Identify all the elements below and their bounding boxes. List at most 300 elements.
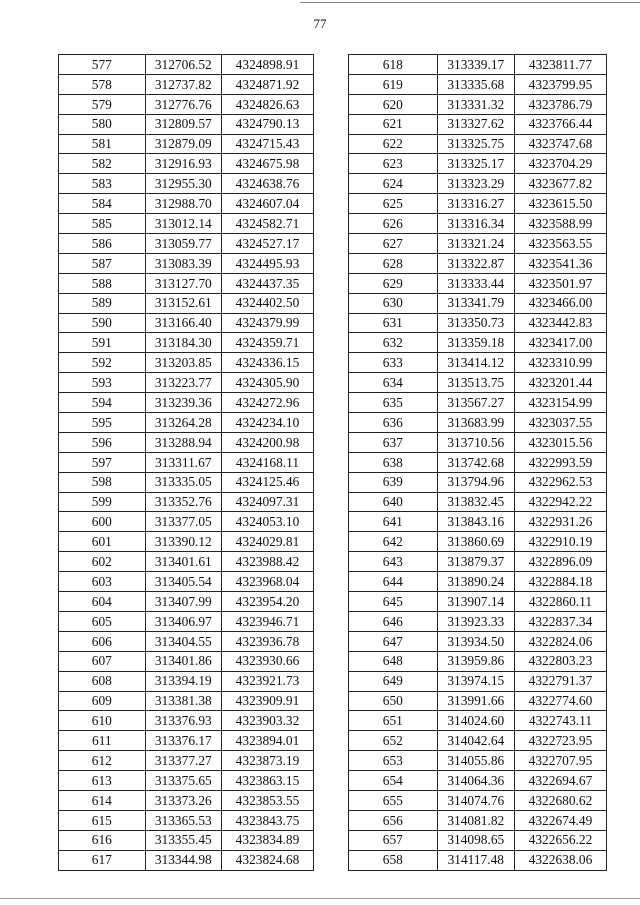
table-row [349, 651, 607, 671]
table-row [349, 611, 607, 631]
point-number-cell: 584 [59, 194, 146, 214]
y-coordinate-cell: 4323466.00 [514, 293, 606, 313]
x-coordinate-cell: 313239.36 [145, 393, 221, 413]
y-coordinate-cell: 4324359.71 [221, 333, 313, 353]
x-coordinate-cell: 313879.37 [437, 552, 514, 572]
y-coordinate-cell: 4323541.36 [514, 253, 606, 273]
x-coordinate-cell: 313325.17 [437, 154, 514, 174]
x-coordinate-cell: 312737.82 [145, 74, 221, 94]
table-row [349, 214, 607, 234]
y-coordinate-cell: 4323786.79 [514, 94, 606, 114]
point-number-cell: 644 [349, 572, 438, 592]
y-coordinate-cell: 4324125.46 [221, 472, 313, 492]
x-coordinate-cell: 313832.45 [437, 492, 514, 512]
point-number-cell: 611 [59, 731, 146, 751]
table-row [59, 492, 314, 512]
y-coordinate-cell: 4323873.19 [221, 751, 313, 771]
point-number-cell: 580 [59, 114, 146, 134]
table-row [59, 253, 314, 273]
table-row [59, 751, 314, 771]
y-coordinate-cell: 4324826.63 [221, 94, 313, 114]
y-coordinate-cell: 4322931.26 [514, 512, 606, 532]
y-coordinate-cell: 4323310.99 [514, 353, 606, 373]
point-number-cell: 593 [59, 373, 146, 393]
table-row [349, 492, 607, 512]
y-coordinate-cell: 4324527.17 [221, 234, 313, 254]
table-row [59, 611, 314, 631]
table-row [349, 592, 607, 612]
y-coordinate-cell: 4323834.89 [221, 830, 313, 850]
table-row [349, 253, 607, 273]
x-coordinate-cell: 313742.68 [437, 452, 514, 472]
point-number-cell: 600 [59, 512, 146, 532]
x-coordinate-cell: 313323.29 [437, 174, 514, 194]
point-number-cell: 641 [349, 512, 438, 532]
point-number-cell: 607 [59, 651, 146, 671]
table-row [349, 631, 607, 651]
table-row [59, 532, 314, 552]
y-coordinate-cell: 4324272.96 [221, 393, 313, 413]
x-coordinate-cell: 313083.39 [145, 253, 221, 273]
point-number-cell: 658 [349, 850, 438, 870]
point-number-cell: 633 [349, 353, 438, 373]
point-number-cell: 624 [349, 174, 438, 194]
point-number-cell: 590 [59, 313, 146, 333]
y-coordinate-cell: 4322723.95 [514, 731, 606, 751]
x-coordinate-cell: 312916.93 [145, 154, 221, 174]
x-coordinate-cell: 314055.86 [437, 751, 514, 771]
x-coordinate-cell: 313513.75 [437, 373, 514, 393]
x-coordinate-cell: 313335.68 [437, 74, 514, 94]
x-coordinate-cell: 313316.27 [437, 194, 514, 214]
x-coordinate-cell: 313934.50 [437, 631, 514, 651]
y-coordinate-cell: 4322942.22 [514, 492, 606, 512]
y-coordinate-cell: 4323946.71 [221, 611, 313, 631]
x-coordinate-cell: 313012.14 [145, 214, 221, 234]
point-number-cell: 594 [59, 393, 146, 413]
point-number-cell: 615 [59, 810, 146, 830]
y-coordinate-cell: 4323930.66 [221, 651, 313, 671]
y-coordinate-cell: 4324582.71 [221, 214, 313, 234]
y-coordinate-cell: 4324495.93 [221, 253, 313, 273]
y-coordinate-cell: 4322694.67 [514, 771, 606, 791]
table-row [349, 790, 607, 810]
x-coordinate-cell: 313390.12 [145, 532, 221, 552]
point-number-cell: 616 [59, 830, 146, 850]
point-number-cell: 627 [349, 234, 438, 254]
x-coordinate-cell: 313365.53 [145, 810, 221, 830]
table-row [349, 353, 607, 373]
table-row [59, 353, 314, 373]
table-row [59, 512, 314, 532]
x-coordinate-cell: 313381.38 [145, 691, 221, 711]
table-row [59, 333, 314, 353]
x-coordinate-cell: 313316.34 [437, 214, 514, 234]
point-number-cell: 634 [349, 373, 438, 393]
x-coordinate-cell: 313223.77 [145, 373, 221, 393]
y-coordinate-cell: 4322774.60 [514, 691, 606, 711]
point-number-cell: 630 [349, 293, 438, 313]
y-coordinate-cell: 4324638.76 [221, 174, 313, 194]
x-coordinate-cell: 313394.19 [145, 671, 221, 691]
y-coordinate-cell: 4322884.18 [514, 572, 606, 592]
x-coordinate-cell: 313166.40 [145, 313, 221, 333]
y-coordinate-cell: 4323588.99 [514, 214, 606, 234]
point-number-cell: 632 [349, 333, 438, 353]
point-number-cell: 599 [59, 492, 146, 512]
point-number-cell: 628 [349, 253, 438, 273]
table-row [59, 154, 314, 174]
y-coordinate-cell: 4322638.06 [514, 850, 606, 870]
x-coordinate-cell: 313890.24 [437, 572, 514, 592]
y-coordinate-cell: 4324029.81 [221, 532, 313, 552]
table-row [59, 234, 314, 254]
x-coordinate-cell: 313376.93 [145, 711, 221, 731]
y-coordinate-cell: 4322962.53 [514, 472, 606, 492]
point-number-cell: 653 [349, 751, 438, 771]
point-number-cell: 640 [349, 492, 438, 512]
y-coordinate-cell: 4324715.43 [221, 134, 313, 154]
y-coordinate-cell: 4323417.00 [514, 333, 606, 353]
point-number-cell: 623 [349, 154, 438, 174]
y-coordinate-cell: 4323894.01 [221, 731, 313, 751]
table-row [349, 810, 607, 830]
x-coordinate-cell: 312809.57 [145, 114, 221, 134]
y-coordinate-cell: 4323154.99 [514, 393, 606, 413]
point-number-cell: 609 [59, 691, 146, 711]
x-coordinate-cell: 314042.64 [437, 731, 514, 751]
table-row [349, 194, 607, 214]
table-row [59, 313, 314, 333]
table-row [349, 532, 607, 552]
y-coordinate-cell: 4323501.97 [514, 273, 606, 293]
table-row [349, 671, 607, 691]
x-coordinate-cell: 313377.27 [145, 751, 221, 771]
y-coordinate-cell: 4323615.50 [514, 194, 606, 214]
y-coordinate-cell: 4323037.55 [514, 413, 606, 433]
x-coordinate-cell: 314117.48 [437, 850, 514, 870]
table-row [349, 134, 607, 154]
point-number-cell: 601 [59, 532, 146, 552]
table-row [59, 731, 314, 751]
point-number-cell: 621 [349, 114, 438, 134]
table-row [59, 194, 314, 214]
table-row [349, 751, 607, 771]
table-row [349, 552, 607, 572]
table-row [59, 552, 314, 572]
table-row [349, 850, 607, 870]
y-coordinate-cell: 4322993.59 [514, 452, 606, 472]
x-coordinate-cell: 313288.94 [145, 432, 221, 452]
y-coordinate-cell: 4322680.62 [514, 790, 606, 810]
table-row [349, 830, 607, 850]
y-coordinate-cell: 4324234.10 [221, 413, 313, 433]
table-row [59, 671, 314, 691]
point-number-cell: 591 [59, 333, 146, 353]
table-row [59, 273, 314, 293]
x-coordinate-cell: 314064.36 [437, 771, 514, 791]
header-rule [300, 2, 640, 3]
y-coordinate-cell: 4322656.22 [514, 830, 606, 850]
x-coordinate-cell: 313567.27 [437, 393, 514, 413]
y-coordinate-cell: 4322896.09 [514, 552, 606, 572]
point-number-cell: 603 [59, 572, 146, 592]
point-number-cell: 583 [59, 174, 146, 194]
x-coordinate-cell: 312776.76 [145, 94, 221, 114]
x-coordinate-cell: 313264.28 [145, 413, 221, 433]
y-coordinate-cell: 4323968.04 [221, 572, 313, 592]
y-coordinate-cell: 4323442.83 [514, 313, 606, 333]
x-coordinate-cell: 313907.14 [437, 592, 514, 612]
y-coordinate-cell: 4323677.82 [514, 174, 606, 194]
table-row [59, 472, 314, 492]
point-number-cell: 597 [59, 452, 146, 472]
coordinates-table-left [58, 54, 314, 871]
x-coordinate-cell: 313404.55 [145, 631, 221, 651]
table-row [349, 74, 607, 94]
table-row [59, 790, 314, 810]
y-coordinate-cell: 4322803.23 [514, 651, 606, 671]
x-coordinate-cell: 313339.17 [437, 55, 514, 75]
table-row [349, 333, 607, 353]
x-coordinate-cell: 313359.18 [437, 333, 514, 353]
table-row [349, 94, 607, 114]
point-number-cell: 613 [59, 771, 146, 791]
table-row [349, 114, 607, 134]
table-row [59, 74, 314, 94]
page-number: 77 [313, 16, 327, 31]
y-coordinate-cell: 4323843.75 [221, 810, 313, 830]
x-coordinate-cell: 313322.87 [437, 253, 514, 273]
x-coordinate-cell: 313401.86 [145, 651, 221, 671]
x-coordinate-cell: 313335.05 [145, 472, 221, 492]
point-number-cell: 657 [349, 830, 438, 850]
table-row [349, 393, 607, 413]
y-coordinate-cell: 4324305.90 [221, 373, 313, 393]
x-coordinate-cell: 313406.97 [145, 611, 221, 631]
point-number-cell: 647 [349, 631, 438, 651]
x-coordinate-cell: 313352.76 [145, 492, 221, 512]
y-coordinate-cell: 4323936.78 [221, 631, 313, 651]
x-coordinate-cell: 313350.73 [437, 313, 514, 333]
table-row [349, 432, 607, 452]
x-coordinate-cell: 313341.79 [437, 293, 514, 313]
y-coordinate-cell: 4324053.10 [221, 512, 313, 532]
point-number-cell: 602 [59, 552, 146, 572]
point-number-cell: 605 [59, 611, 146, 631]
table-row [59, 214, 314, 234]
y-coordinate-cell: 4322707.95 [514, 751, 606, 771]
y-coordinate-cell: 4323201.44 [514, 373, 606, 393]
table-row [349, 452, 607, 472]
x-coordinate-cell: 313127.70 [145, 273, 221, 293]
y-coordinate-cell: 4324898.91 [221, 55, 313, 75]
point-number-cell: 643 [349, 552, 438, 572]
y-coordinate-cell: 4323824.68 [221, 850, 313, 870]
coordinates-table-right [348, 54, 607, 871]
x-coordinate-cell: 314081.82 [437, 810, 514, 830]
table-row [59, 393, 314, 413]
table-row [349, 273, 607, 293]
point-number-cell: 596 [59, 432, 146, 452]
point-number-cell: 592 [59, 353, 146, 373]
point-number-cell: 577 [59, 55, 146, 75]
table-row [59, 373, 314, 393]
x-coordinate-cell: 313860.69 [437, 532, 514, 552]
table-row [59, 413, 314, 433]
point-number-cell: 618 [349, 55, 438, 75]
y-coordinate-cell: 4324336.15 [221, 353, 313, 373]
y-coordinate-cell: 4323811.77 [514, 55, 606, 75]
point-number-cell: 635 [349, 393, 438, 413]
point-number-cell: 617 [59, 850, 146, 870]
table-row [349, 572, 607, 592]
point-number-cell: 639 [349, 472, 438, 492]
point-number-cell: 648 [349, 651, 438, 671]
point-number-cell: 619 [349, 74, 438, 94]
y-coordinate-cell: 4322824.06 [514, 631, 606, 651]
point-number-cell: 608 [59, 671, 146, 691]
table-row [59, 432, 314, 452]
point-number-cell: 651 [349, 711, 438, 731]
point-number-cell: 649 [349, 671, 438, 691]
point-number-cell: 645 [349, 592, 438, 612]
x-coordinate-cell: 313405.54 [145, 572, 221, 592]
y-coordinate-cell: 4323766.44 [514, 114, 606, 134]
point-number-cell: 582 [59, 154, 146, 174]
y-coordinate-cell: 4322743.11 [514, 711, 606, 731]
x-coordinate-cell: 313327.62 [437, 114, 514, 134]
x-coordinate-cell: 314098.65 [437, 830, 514, 850]
x-coordinate-cell: 313794.96 [437, 472, 514, 492]
point-number-cell: 625 [349, 194, 438, 214]
point-number-cell: 622 [349, 134, 438, 154]
x-coordinate-cell: 313321.24 [437, 234, 514, 254]
point-number-cell: 650 [349, 691, 438, 711]
y-coordinate-cell: 4324675.98 [221, 154, 313, 174]
y-coordinate-cell: 4323853.55 [221, 790, 313, 810]
x-coordinate-cell: 313710.56 [437, 432, 514, 452]
table-row [349, 413, 607, 433]
x-coordinate-cell: 312706.52 [145, 55, 221, 75]
x-coordinate-cell: 313355.45 [145, 830, 221, 850]
point-number-cell: 642 [349, 532, 438, 552]
point-number-cell: 579 [59, 94, 146, 114]
y-coordinate-cell: 4323909.91 [221, 691, 313, 711]
y-coordinate-cell: 4323903.32 [221, 711, 313, 731]
x-coordinate-cell: 313331.32 [437, 94, 514, 114]
y-coordinate-cell: 4324871.92 [221, 74, 313, 94]
x-coordinate-cell: 313683.99 [437, 413, 514, 433]
y-coordinate-cell: 4323863.15 [221, 771, 313, 791]
y-coordinate-cell: 4323799.95 [514, 74, 606, 94]
point-number-cell: 588 [59, 273, 146, 293]
x-coordinate-cell: 313373.26 [145, 790, 221, 810]
point-number-cell: 612 [59, 751, 146, 771]
point-number-cell: 606 [59, 631, 146, 651]
x-coordinate-cell: 313401.61 [145, 552, 221, 572]
y-coordinate-cell: 4323921.73 [221, 671, 313, 691]
x-coordinate-cell: 312988.70 [145, 194, 221, 214]
x-coordinate-cell: 314024.60 [437, 711, 514, 731]
x-coordinate-cell: 313923.33 [437, 611, 514, 631]
y-coordinate-cell: 4323747.68 [514, 134, 606, 154]
point-number-cell: 626 [349, 214, 438, 234]
y-coordinate-cell: 4324402.50 [221, 293, 313, 313]
x-coordinate-cell: 313375.65 [145, 771, 221, 791]
table-row [59, 810, 314, 830]
y-coordinate-cell: 4322910.19 [514, 532, 606, 552]
table-row [59, 592, 314, 612]
table-row [59, 711, 314, 731]
point-number-cell: 586 [59, 234, 146, 254]
point-number-cell: 636 [349, 413, 438, 433]
y-coordinate-cell: 4324168.11 [221, 452, 313, 472]
table-row [349, 691, 607, 711]
y-coordinate-cell: 4324437.35 [221, 273, 313, 293]
point-number-cell: 585 [59, 214, 146, 234]
point-number-cell: 610 [59, 711, 146, 731]
y-coordinate-cell: 4323988.42 [221, 552, 313, 572]
y-coordinate-cell: 4324097.31 [221, 492, 313, 512]
x-coordinate-cell: 313959.86 [437, 651, 514, 671]
footer-rule [0, 898, 640, 899]
x-coordinate-cell: 313376.17 [145, 731, 221, 751]
table-row [59, 114, 314, 134]
table-row [349, 313, 607, 333]
table-row [349, 373, 607, 393]
table-row [59, 134, 314, 154]
y-coordinate-cell: 4323563.55 [514, 234, 606, 254]
x-coordinate-cell: 313311.67 [145, 452, 221, 472]
table-row [59, 572, 314, 592]
point-number-cell: 655 [349, 790, 438, 810]
x-coordinate-cell: 313974.15 [437, 671, 514, 691]
point-number-cell: 631 [349, 313, 438, 333]
y-coordinate-cell: 4323015.56 [514, 432, 606, 452]
y-coordinate-cell: 4323954.20 [221, 592, 313, 612]
x-coordinate-cell: 312955.30 [145, 174, 221, 194]
point-number-cell: 589 [59, 293, 146, 313]
point-number-cell: 620 [349, 94, 438, 114]
table-row [59, 651, 314, 671]
table-row [349, 293, 607, 313]
point-number-cell: 654 [349, 771, 438, 791]
point-number-cell: 587 [59, 253, 146, 273]
x-coordinate-cell: 313333.44 [437, 273, 514, 293]
table-row [349, 771, 607, 791]
x-coordinate-cell: 313377.05 [145, 512, 221, 532]
x-coordinate-cell: 313184.30 [145, 333, 221, 353]
table-row [349, 731, 607, 751]
table-row [59, 174, 314, 194]
table-row [59, 850, 314, 870]
x-coordinate-cell: 313407.99 [145, 592, 221, 612]
point-number-cell: 581 [59, 134, 146, 154]
y-coordinate-cell: 4324790.13 [221, 114, 313, 134]
x-coordinate-cell: 313325.75 [437, 134, 514, 154]
point-number-cell: 638 [349, 452, 438, 472]
x-coordinate-cell: 313414.12 [437, 353, 514, 373]
y-coordinate-cell: 4322860.11 [514, 592, 606, 612]
table-row [349, 472, 607, 492]
x-coordinate-cell: 313059.77 [145, 234, 221, 254]
point-number-cell: 629 [349, 273, 438, 293]
point-number-cell: 646 [349, 611, 438, 631]
table-row [59, 293, 314, 313]
y-coordinate-cell: 4322791.37 [514, 671, 606, 691]
table-row [349, 512, 607, 532]
